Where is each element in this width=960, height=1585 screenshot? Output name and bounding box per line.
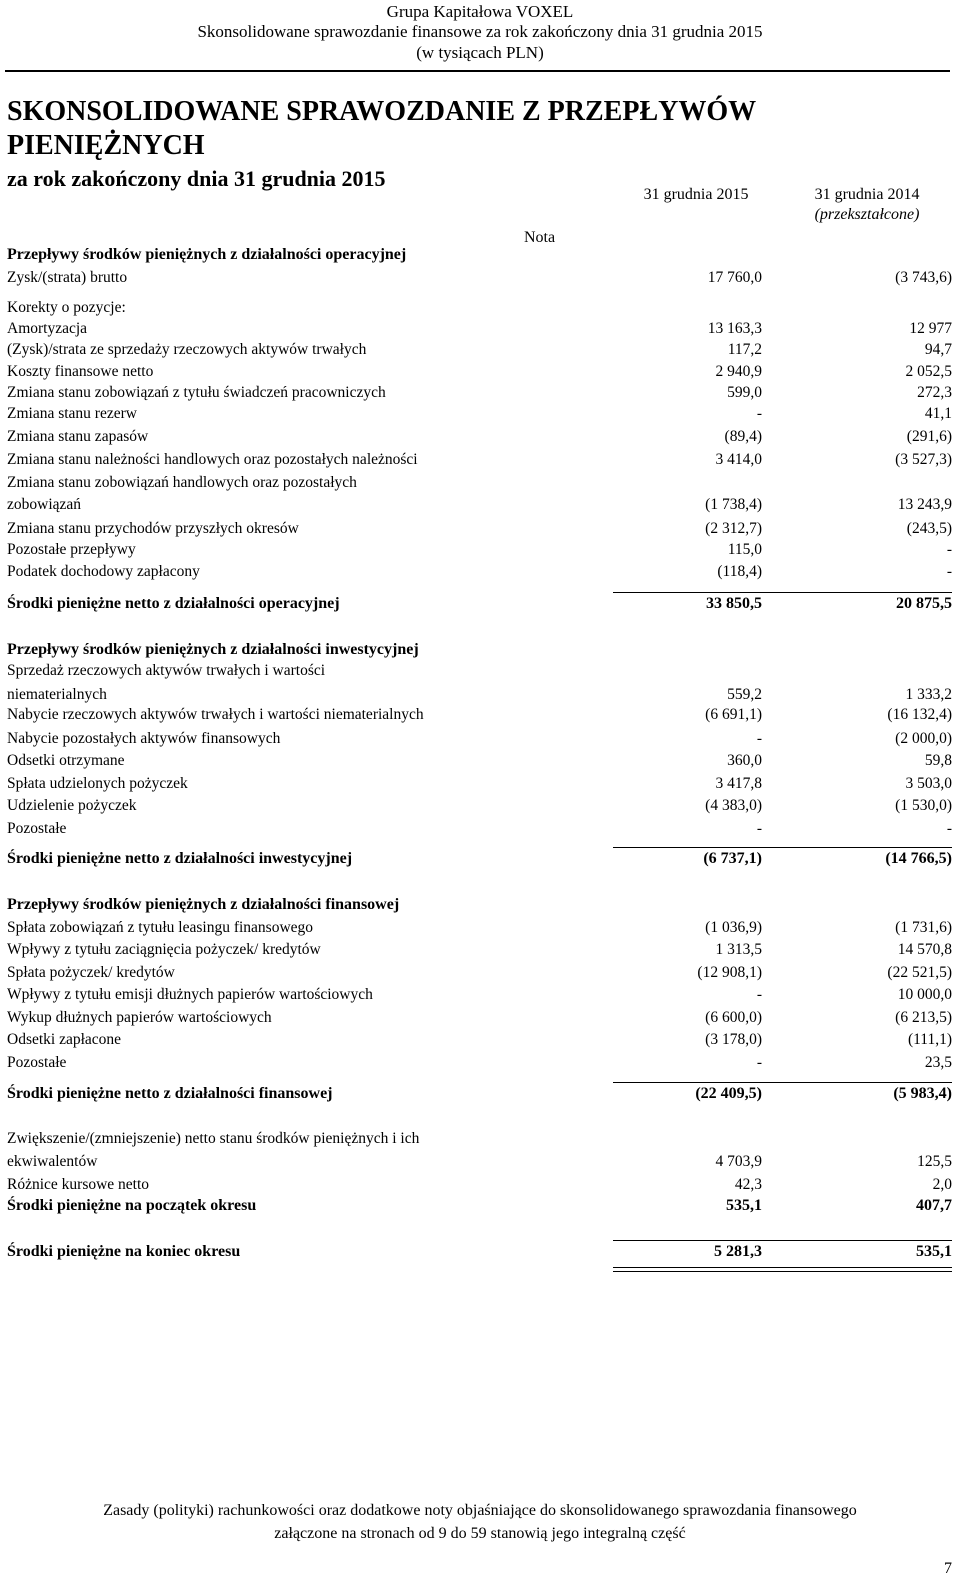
row-value-2015: - xyxy=(756,1054,762,1071)
row-value-2014: 14 570,8 xyxy=(897,941,952,958)
row-label: Środki pieniężne netto z działalności operacyjnej xyxy=(7,595,340,612)
row-value-2015: - xyxy=(756,405,762,422)
column-header-2015: 31 grudnia 2015 xyxy=(643,186,749,203)
row-label: Środki pieniężne netto z działalności finansowej xyxy=(7,1085,333,1102)
row-value-2015: 2 940,9 xyxy=(715,363,762,380)
row-value-2015: 115,0 xyxy=(727,541,762,558)
row-label: Wpływy z tytułu zaciągnięcia pożyczek/ kredytów xyxy=(7,941,321,958)
row-value-2015: (2 312,7) xyxy=(705,520,762,537)
page-title-line1: SKONSOLIDOWANE SPRAWOZDANIE Z PRZEPŁYWÓW xyxy=(7,96,757,127)
row-label: Zysk/(strata) brutto xyxy=(7,269,128,286)
row-label: Pozostałe xyxy=(7,820,67,837)
row-value-2014: 2,0 xyxy=(932,1176,952,1193)
row-value-2015: - xyxy=(756,986,762,1003)
nota-header: Nota xyxy=(524,229,556,246)
row-value-2014: (14 766,5) xyxy=(885,850,952,867)
row-value-2015: - xyxy=(756,820,762,837)
row-label: (Zysk)/strata ze sprzedaży rzeczowych aktywów trwałych xyxy=(7,341,367,358)
subtotal-rule xyxy=(782,1240,952,1241)
row-value-2015: 599,0 xyxy=(727,384,762,401)
row-label: Wpływy z tytułu emisji dłużnych papierów wartościowych xyxy=(7,986,373,1003)
subtotal-rule xyxy=(782,1082,952,1083)
row-value-2015: 5 281,3 xyxy=(714,1243,762,1260)
row-value-2015: 3 414,0 xyxy=(715,451,762,468)
footer-line1: Zasady (polityki) rachunkowości oraz dodatkowe noty objaśniające do skonsolidowanego sprawozdania finansowego xyxy=(103,1502,857,1519)
row-label: Środki pieniężne na początek okresu xyxy=(7,1197,257,1214)
row-label: Spłata pożyczek/ kredytów xyxy=(7,964,175,981)
column-header-2014: 31 grudnia 2014 xyxy=(814,186,920,203)
row-value-2015: 33 850,5 xyxy=(706,595,762,612)
row-label: Koszty finansowe netto xyxy=(7,363,154,380)
row-value-2014: 41,1 xyxy=(924,405,952,422)
double-underline xyxy=(613,1267,783,1272)
subtotal-rule xyxy=(613,1240,783,1241)
row-value-2015: 13 163,3 xyxy=(707,320,762,337)
row-value-2015: 4 703,9 xyxy=(715,1153,762,1170)
row-value-2014: 10 000,0 xyxy=(897,986,952,1003)
subtotal-rule xyxy=(613,592,783,593)
row-value-2015: 559,2 xyxy=(727,686,762,703)
row-value-2015: (1 738,4) xyxy=(705,496,762,513)
row-label: Przepływy środków pieniężnych z działalności finansowej xyxy=(7,896,400,913)
row-value-2014: 94,7 xyxy=(924,341,952,358)
row-label: Spłata udzielonych pożyczek xyxy=(7,775,188,792)
row-label: Podatek dochodowy zapłacony xyxy=(7,563,200,580)
row-label: Różnice kursowe netto xyxy=(7,1176,150,1193)
row-label: Odsetki otrzymane xyxy=(7,752,125,769)
row-value-2014: 125,5 xyxy=(917,1153,952,1170)
row-label: Przepływy środków pieniężnych z działalności operacyjnej xyxy=(7,246,407,263)
row-value-2014: (16 132,4) xyxy=(887,706,952,723)
row-value-2014: (1 731,6) xyxy=(895,919,952,936)
row-label: Przepływy środków pieniężnych z działalności inwestycyjnej xyxy=(7,641,419,658)
row-value-2015: 3 417,8 xyxy=(715,775,762,792)
row-value-2015: (22 409,5) xyxy=(695,1085,762,1102)
row-label: Udzielenie pożyczek xyxy=(7,797,137,814)
row-label: zobowiązań xyxy=(7,496,82,513)
page-title-line2: PIENIĘŻNYCH xyxy=(7,130,205,161)
row-value-2014: (291,6) xyxy=(906,428,952,445)
row-value-2014: (111,1) xyxy=(907,1031,952,1048)
row-label: Sprzedaż rzeczowych aktywów trwałych i wartości xyxy=(7,662,326,679)
row-label: Środki pieniężne netto z działalności inwestycyjnej xyxy=(7,850,353,867)
row-value-2014: (6 213,5) xyxy=(895,1009,952,1026)
row-value-2014: 2 052,5 xyxy=(905,363,952,380)
row-value-2014: 1 333,2 xyxy=(905,686,952,703)
row-label: Odsetki zapłacone xyxy=(7,1031,122,1048)
row-value-2015: (6 600,0) xyxy=(705,1009,762,1026)
row-value-2014: 272,3 xyxy=(917,384,952,401)
row-label: Pozostałe xyxy=(7,1054,67,1071)
row-label: ekwiwalentów xyxy=(7,1153,98,1170)
row-label: Korekty o pozycje: xyxy=(7,299,126,316)
row-value-2015: (6 691,1) xyxy=(705,706,762,723)
row-value-2014: 23,5 xyxy=(924,1054,952,1071)
column-header-2014-note: (przekształcone) xyxy=(814,206,920,223)
row-value-2015: (1 036,9) xyxy=(705,919,762,936)
row-label: Środki pieniężne na koniec okresu xyxy=(7,1243,241,1260)
row-value-2014: 59,8 xyxy=(924,752,952,769)
header-company: Grupa Kapitałowa VOXEL xyxy=(386,2,574,21)
row-value-2015: 1 313,5 xyxy=(715,941,762,958)
header-report: Skonsolidowane sprawozdanie finansowe za rok zakończony dnia 31 grudnia 2015 xyxy=(197,22,763,41)
header-rule xyxy=(5,70,950,72)
row-value-2015: 360,0 xyxy=(727,752,762,769)
row-value-2015: (12 908,1) xyxy=(697,964,762,981)
row-value-2014: - xyxy=(946,563,952,580)
row-label: Wykup dłużnych papierów wartościowych xyxy=(7,1009,272,1026)
row-value-2014: 20 875,5 xyxy=(896,595,952,612)
row-value-2014: 407,7 xyxy=(916,1197,952,1214)
row-label: Zwiększenie/(zmniejszenie) netto stanu środków pieniężnych i ich xyxy=(7,1130,420,1147)
row-label: Zmiana stanu zapasów xyxy=(7,428,149,445)
double-underline xyxy=(782,1267,952,1272)
row-value-2014: - xyxy=(946,541,952,558)
header-units: (w tysiącach PLN) xyxy=(416,43,544,62)
row-label: Spłata zobowiązań z tytułu leasingu finansowego xyxy=(7,919,314,936)
subtotal-rule xyxy=(613,1082,783,1083)
row-value-2015: (3 178,0) xyxy=(705,1031,762,1048)
row-label: Zmiana stanu zobowiązań handlowych oraz pozostałych xyxy=(7,474,357,491)
row-value-2015: (6 737,1) xyxy=(703,850,762,867)
row-label: niematerialnych xyxy=(7,686,107,703)
row-value-2014: (243,5) xyxy=(906,520,952,537)
row-value-2014: (22 521,5) xyxy=(887,964,952,981)
row-value-2015: 42,3 xyxy=(734,1176,762,1193)
row-value-2014: 3 503,0 xyxy=(905,775,952,792)
row-value-2014: - xyxy=(946,820,952,837)
row-value-2015: 17 760,0 xyxy=(707,269,762,286)
row-label: Zmiana stanu przychodów przyszłych okresów xyxy=(7,520,299,537)
page-subtitle: za rok zakończony dnia 31 grudnia 2015 xyxy=(7,166,386,191)
row-label: Zmiana stanu rezerw xyxy=(7,405,137,422)
subtotal-rule xyxy=(782,847,952,848)
subtotal-rule xyxy=(782,592,952,593)
row-value-2015: 535,1 xyxy=(726,1197,762,1214)
row-label: Amortyzacja xyxy=(7,320,88,337)
row-value-2014: 535,1 xyxy=(916,1243,952,1260)
row-value-2014: 12 977 xyxy=(909,320,952,337)
row-value-2014: (5 983,4) xyxy=(893,1085,952,1102)
row-label: Nabycie pozostałych aktywów finansowych xyxy=(7,730,281,747)
subtotal-rule xyxy=(613,847,783,848)
footer-line2: załączone na stronach od 9 do 59 stanowią jego integralną część xyxy=(274,1525,686,1542)
row-value-2015: 117,2 xyxy=(727,341,762,358)
row-label: Zmiana stanu należności handlowych oraz pozostałych należności xyxy=(7,451,418,468)
row-label: Nabycie rzeczowych aktywów trwałych i wartości niematerialnych xyxy=(7,706,424,723)
row-value-2015: (4 383,0) xyxy=(705,797,762,814)
page-number: 7 xyxy=(944,1560,952,1577)
row-label: Zmiana stanu zobowiązań z tytułu świadczeń pracowniczych xyxy=(7,384,386,401)
row-value-2014: (1 530,0) xyxy=(895,797,952,814)
row-value-2015: - xyxy=(756,730,762,747)
row-value-2014: (2 000,0) xyxy=(895,730,952,747)
row-value-2015: (89,4) xyxy=(724,428,762,445)
row-value-2015: (118,4) xyxy=(717,563,762,580)
row-value-2014: (3 527,3) xyxy=(895,451,952,468)
row-value-2014: 13 243,9 xyxy=(897,496,952,513)
row-value-2014: (3 743,6) xyxy=(895,269,952,286)
row-label: Pozostałe przepływy xyxy=(7,541,136,558)
